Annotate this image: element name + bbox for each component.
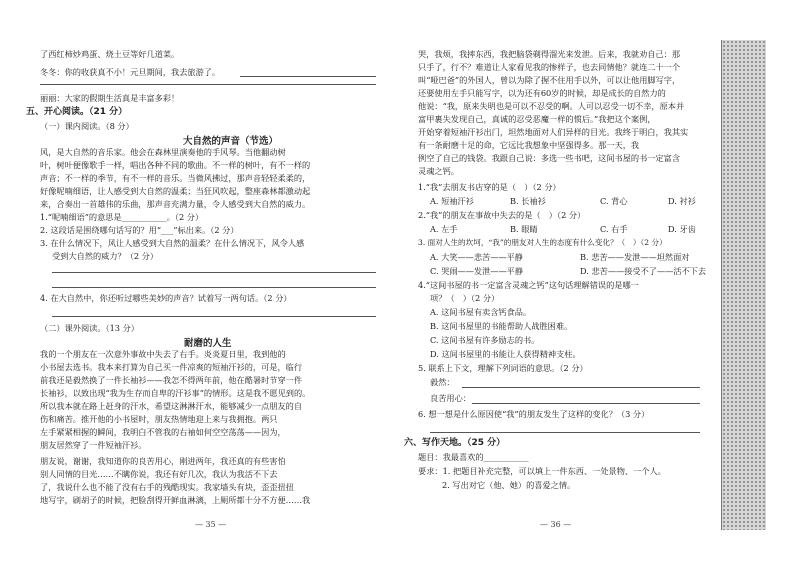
page-number-35: — 35 —: [195, 520, 227, 529]
section-6-heading: 六、写作天地。（25 分）: [404, 438, 506, 448]
passage-2-cont-line: 他说：“我，原来失明也是可以不忍受的啊。人可以忍受一切不幸，原本并: [418, 101, 685, 111]
answer-line: [472, 403, 700, 404]
passage-2-cont-line: 灵魂之钙。: [418, 166, 459, 176]
answer-line: [462, 387, 700, 388]
question-2-1: 1.“我”去朋友书店穿的是（ ）（2 分）: [418, 182, 561, 192]
q2-option-c: C. 右手: [600, 224, 628, 234]
right-page: [400, 0, 718, 574]
passage-2-line: 地写字，刷胡子的时候，把脸刮得开鲜血淋漓，上厕所都十分不方便……我: [40, 495, 311, 505]
question-1: 1.“呢喃细语”的意思是___________。（2 分）: [40, 212, 204, 222]
writing-requirement-2: 2. 写出对它（他、她）的喜爱之情。: [442, 480, 576, 490]
answer-line: [52, 287, 376, 288]
passage-2-line: 小书屋去选书。我本来打算为自己买一件凉爽的短袖汗衫的，可是，临行: [40, 362, 303, 372]
question-2-4-cont: 项？（ ）（2 分）: [430, 293, 500, 303]
passage-2-line: 了，我说什么也不能了没有右手的残酷现实。我家墙头有块，歪歪扭扭: [40, 482, 294, 492]
passage-1-line: 好像呢喃细语，让人感受到大自然的温柔；当狂风吹起，整座森林都激动起: [40, 186, 311, 196]
question-3-cont: 受到大自然的威力？（2 分）: [52, 251, 159, 261]
question-2-4: 4.“这间书屋的书一定富含灵魂之钙”这句话理解错误的是哪一: [418, 280, 639, 290]
q4-option-d: D. 这间书屋里的书能让人获得精神支柱。: [430, 349, 581, 359]
passage-2-line: 别人同情的目光……不瞒你说，我还有好几次，我认为我活不下去: [40, 469, 278, 479]
top-line-3: 丽丽：大家的假期生活真是丰富多彩！: [40, 93, 180, 103]
passage-2-cont-line: 富甲裹失发现自己，真诚的忍受恶魔一样的惯后。”我把这个案例，: [418, 114, 656, 124]
writing-requirement-1: 要求：1. 把题目补充完整，可以填上一件东西、一处景物、一个人。: [418, 466, 666, 476]
passage-1-line: 风，是大自然的音乐家。他会在森林里演奏他的手风琴。当他翻动树: [40, 147, 286, 157]
q4-option-c: C. 这间书屋有许多励志的书。: [430, 335, 540, 345]
passage-2-title: 耐磨的人生: [184, 338, 232, 349]
q2-option-b: B. 眼睛: [510, 224, 538, 234]
answer-line: [430, 432, 700, 433]
q5-word-1: 毅然：: [430, 377, 455, 387]
passage-2-cont-line: 还要使用左手只能写字，以为还有60岁的时候，却是成长的自然力的: [418, 88, 666, 98]
passage-2-cont-line: 例空了自己的钱袋。我跟自己说：多选一些书吧，这间书屋的书一定富含: [418, 153, 681, 163]
passage-2-line: 长袖衫，以致出现“我为生存而自卑的汗衫事”的情形。这是我不愿见到的。: [40, 388, 311, 398]
passage-2-cont-line: 只手了，行不？难道让人家看见我的惨样子，也去同情他？就连二十一个: [418, 62, 681, 72]
passage-2-line: 伤和痛苦。推开他的小书屋时，朋友热情地迎上来与我拥抱。两只: [40, 414, 278, 424]
section-5-heading: 五、开心阅读。（21 分）: [26, 107, 128, 117]
q2-option-a: A. 左手: [430, 224, 458, 234]
q1-option-a: A. 短袖汗衫: [430, 196, 474, 206]
q3-option-a: A. 大笑——悲苦——平静: [430, 252, 523, 262]
part-2-heading: （二）课外阅读。（13 分）: [40, 323, 139, 333]
answer-line: [240, 76, 376, 77]
q3-option-c: C. 哭闹——发泄——平静: [430, 266, 524, 276]
top-line-2: 冬冬：你的收获真不小！元旦期间，我去旅游了。: [40, 67, 221, 77]
passage-2-line: 朋友居然穿了一件短袖汗衫。: [40, 440, 147, 450]
question-2-5: 5. 联系上下文，理解下列词语的意思。（2 分）: [418, 363, 588, 373]
q1-option-c: C. 背心: [600, 196, 628, 206]
q5-word-2: 良苦用心：: [430, 393, 471, 403]
part-1-heading: （一）课内阅读。（8 分）: [40, 121, 134, 131]
passage-1-title: 大自然的声音（节选）: [183, 136, 279, 147]
passage-2-line: 所以我本就在路上赶身的汗水，希望这淋淋汗水，能够减少一点朋友的自: [40, 401, 303, 411]
answer-line: [52, 316, 376, 317]
passage-2-line: 前我还是毅然换了一件长袖衫——我怎不得两年前，他在酷暑时节穿一件: [40, 375, 303, 385]
q1-option-b: B. 长袖衫: [510, 196, 546, 206]
writing-title: 题目：我最喜欢的___________: [418, 452, 529, 462]
q4-option-b: B. 这间书屋里的书能帮助人战胜困难。: [430, 321, 573, 331]
passage-2-line: 朋友说，谢谢，我知道你的良苦用心，刚进两年，我还真的有些害怕: [40, 456, 286, 466]
binding-strip: [722, 40, 766, 530]
passage-1-line: 叶，树叶便像歌手一样，唱出各种不同的歌曲。不一样的树叶，有不一样的: [40, 160, 311, 170]
q1-option-d: D. 衬衫: [668, 196, 696, 206]
question-2-2: 2.“我”的朋友在事故中失去的是（ ）（2 分）: [418, 210, 586, 220]
passage-2-cont-line: 有一条耐磨十足的命，它远比我想象中坚强得多。那一天，我: [418, 140, 640, 150]
answer-line: [40, 84, 376, 85]
page-number-36: — 36 —: [540, 520, 572, 529]
passage-2-line: 左手紧紧相握的瞬间，我明白不管我的右袖如何空空荡荡——因为，: [40, 427, 286, 437]
answer-line: [52, 272, 376, 273]
question-3: 3. 在什么情况下，风让人感受到大自然的温柔？在什么情况下，风令人感: [40, 238, 305, 248]
passage-1-line: 声音；不一样的季节，有不一样的音乐。当微风拂过，那声音轻轻柔柔的，: [40, 173, 311, 183]
passage-1-line: 来，合奏出一首雄伟的乐曲，那声音充满力量，令人感受到大自然的威力。: [40, 199, 311, 209]
question-2-3: 3. 面对人生的坎坷，“我”的朋友对人生的态度有什么变化？（ ）（2 分）: [418, 238, 667, 247]
top-line-1: 了西红柿炒鸡蛋、烧土豆等好几道菜。: [40, 49, 180, 59]
passage-2-cont-line: 叫“哑巴爸”的外国人，曾以为除了握不住用手以外，可以让他用脚写字，: [418, 75, 681, 85]
passage-2-line: 我的一个朋友在一次意外事故中失去了右手。炎炎夏日里，我到他的: [40, 349, 286, 359]
question-4: 4. 在大自然中，你还听过哪些美妙的声音？试着写一两句话。（2 分）: [40, 293, 292, 303]
question-2: 2. 这段话是围绕哪句话写的？用“___”标出来。（2 分）: [40, 225, 239, 235]
q3-option-d: D. 悲苦——接受不了——活不下去: [580, 266, 707, 276]
question-2-6: 6. 想一想是什么原因使“我”的朋友发生了这样的变化？（3 分）: [418, 409, 650, 419]
q4-option-a: A. 这间书屋有卖含钙食品。: [430, 307, 532, 317]
passage-2-cont-line: 哭，我烦，我摔东西，我把脑袋剃得溜光来发泄。后来，我就劝自己：那: [418, 49, 681, 59]
q3-option-b: B. 悲苦——发泄——坦然面对: [580, 252, 690, 262]
q2-option-d: D. 牙齿: [668, 224, 696, 234]
passage-2-cont-line: 开始穿着短袖汗衫出门，坦然地面对人们异样的目光。我终于明白，我其实: [418, 127, 689, 137]
